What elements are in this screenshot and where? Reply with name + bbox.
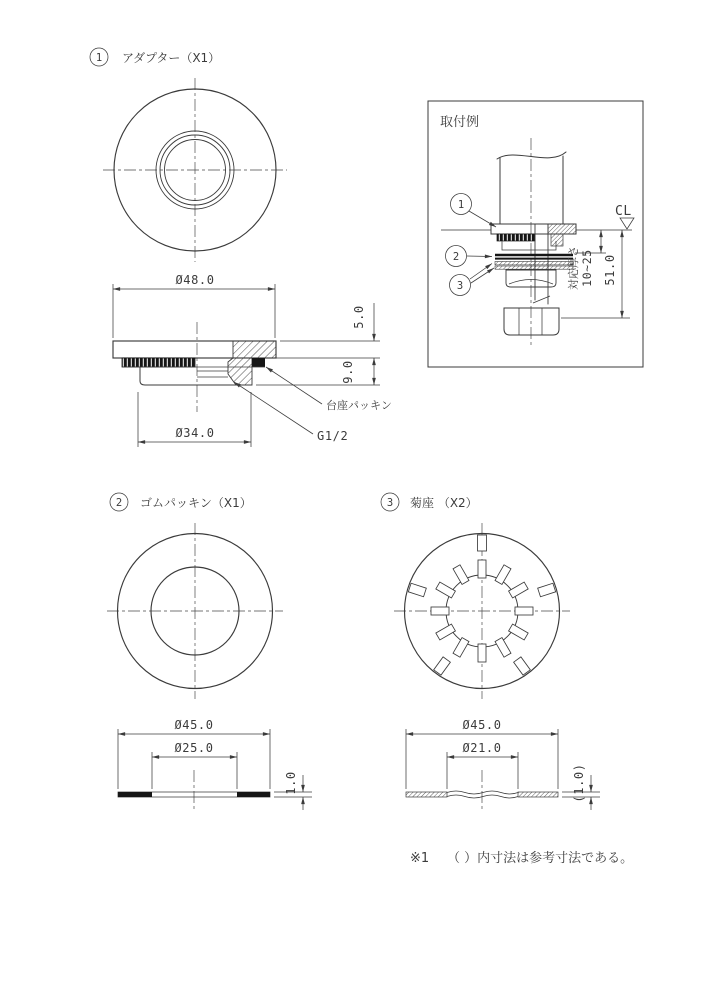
callout2-leader bbox=[467, 256, 492, 257]
washer-rim-slot bbox=[434, 657, 451, 675]
part3-balloon-number: 3 bbox=[386, 497, 394, 509]
install-body-hatch bbox=[551, 234, 563, 246]
thread-label: G1/2 bbox=[317, 429, 349, 443]
part2-label: ゴムパッキン（X1） bbox=[140, 496, 252, 510]
washer-strip-left bbox=[406, 792, 447, 797]
thickness-caption: 対応厚さ bbox=[567, 246, 580, 290]
part3-header bbox=[381, 493, 478, 511]
washer-tooth bbox=[436, 582, 456, 598]
washer-tooth bbox=[509, 624, 529, 640]
washer-tooth bbox=[478, 644, 486, 662]
install-washer-2 bbox=[495, 266, 573, 269]
adapter-knurl-band bbox=[122, 358, 195, 367]
callout3-number: 3 bbox=[456, 280, 464, 292]
cl-label: CL bbox=[615, 204, 632, 219]
pk25-text: Ø25.0 bbox=[174, 741, 214, 755]
adapter-seat-packing-section bbox=[252, 358, 265, 367]
seat-packing-label: 台座パッキン bbox=[326, 399, 392, 412]
part1-header bbox=[90, 48, 220, 66]
washer-tooth bbox=[431, 607, 449, 615]
adapter-body-outline bbox=[140, 367, 236, 385]
washer-tooth bbox=[509, 582, 529, 598]
installation-example bbox=[428, 101, 643, 367]
install-knurl bbox=[497, 234, 535, 241]
footnote-ref: ※1 bbox=[410, 851, 430, 866]
seat-packing-leader bbox=[266, 367, 322, 404]
washer-tooth bbox=[436, 624, 456, 640]
washer-tooth bbox=[495, 638, 511, 658]
adapter-hatch-upper bbox=[233, 341, 276, 358]
part1-balloon-number: 1 bbox=[95, 52, 103, 64]
cl-triangle-icon bbox=[620, 218, 634, 229]
washer-rim-slot bbox=[514, 657, 531, 675]
hex-nut bbox=[504, 308, 559, 335]
dim9-text: 9.0 bbox=[341, 360, 355, 384]
star-washer-side-view bbox=[406, 718, 600, 812]
sw45-text: Ø45.0 bbox=[462, 718, 502, 732]
callout1-number: 1 bbox=[457, 199, 465, 211]
washer-rim-slot bbox=[538, 583, 556, 597]
callout2-number: 2 bbox=[452, 251, 460, 263]
washer-tooth bbox=[515, 607, 533, 615]
pipe-break-curve bbox=[497, 152, 566, 159]
sw21-text: Ø21.0 bbox=[462, 741, 502, 755]
installation-title: 取付例 bbox=[440, 115, 480, 130]
washer-tooth bbox=[495, 565, 511, 585]
part3-label: 菊座 （X2） bbox=[410, 496, 478, 510]
height51-text: 51.0 bbox=[603, 254, 617, 286]
adapter-top-view bbox=[103, 78, 287, 262]
star-washer-top-view bbox=[394, 523, 570, 699]
rubber-packing-side-view bbox=[118, 718, 312, 812]
shank-break bbox=[533, 296, 550, 303]
washer-strip-wave-top bbox=[447, 791, 518, 794]
rubber-packing-top-view bbox=[107, 523, 283, 699]
washer-strip-right bbox=[518, 792, 558, 797]
packing-strip-left-solid bbox=[118, 792, 152, 797]
sw1-text: (1.0) bbox=[572, 763, 586, 803]
callout1-leader bbox=[469, 211, 496, 227]
washer-rim-slot bbox=[408, 583, 426, 597]
washer-strip-wave-bottom bbox=[447, 795, 518, 798]
washer-tooth bbox=[478, 560, 486, 578]
footnote-text: （ ）内寸法は参考寸法である。 bbox=[447, 851, 634, 866]
dim48-text: Ø48.0 bbox=[175, 273, 215, 287]
packing-strip-right-solid bbox=[237, 792, 270, 797]
adapter-side-view bbox=[113, 273, 392, 447]
part2-balloon-number: 2 bbox=[115, 497, 123, 509]
pk45-text: Ø45.0 bbox=[174, 718, 214, 732]
install-washer-1 bbox=[495, 262, 573, 265]
adapter-hatch-lower bbox=[228, 358, 252, 385]
washer-rim-slot bbox=[478, 535, 487, 551]
washer-tooth bbox=[453, 638, 469, 658]
pk1-text: 1.0 bbox=[284, 771, 298, 795]
install-flange-hatch bbox=[548, 224, 576, 234]
footnote bbox=[410, 850, 633, 866]
dim34-text: Ø34.0 bbox=[175, 426, 215, 440]
dim5-text: 5.0 bbox=[352, 305, 366, 329]
part2-header bbox=[110, 493, 252, 511]
part1-label: アダプター（X1） bbox=[122, 51, 221, 65]
washer-tooth bbox=[453, 565, 469, 585]
thickness-range: 10~25 bbox=[580, 249, 594, 287]
